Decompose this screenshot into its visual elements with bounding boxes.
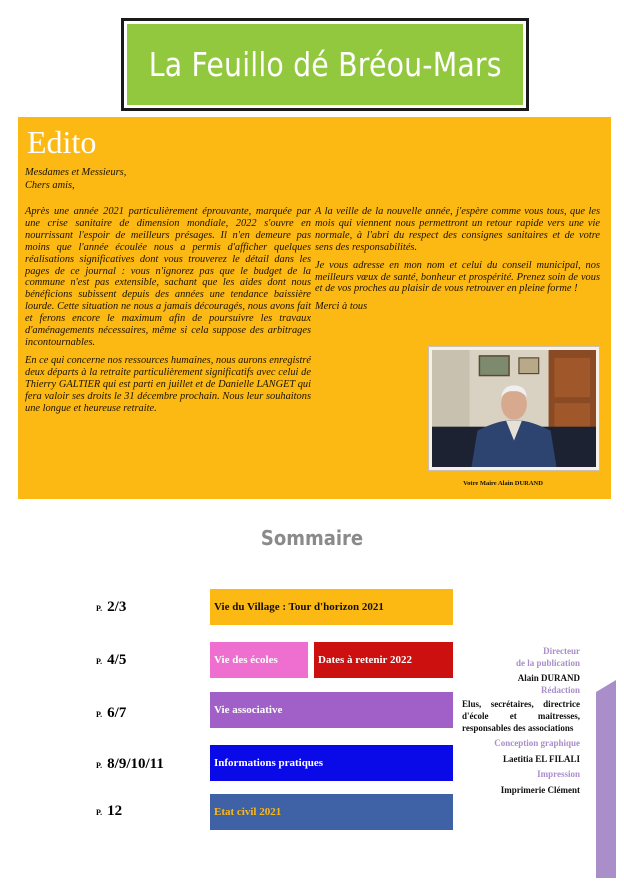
- edito-left-column: [25, 206, 311, 420]
- page-number: [96, 705, 126, 722]
- edito-greeting: [25, 167, 126, 192]
- page-range: 4/5: [107, 652, 127, 668]
- mayor-photo: [432, 350, 596, 467]
- section-informations-pratiques[interactable]: Informations pratiques: [210, 745, 453, 781]
- edito-paragraph: En ce qui concerne nos ressources humaines, nous aurons enregistré deux départs à la retraite particulièrement significatifs avec celui de Thierry GALTIER qui est parti en juillet et de Danielle LANGET qui fera valoir ses droits le 31 décembre prochain. Nous leur souhaitons une longue et heureuse retraite.: [25, 354, 311, 414]
- page-range: 2/3: [107, 599, 127, 615]
- director-name: Alain DURAND: [517, 673, 580, 684]
- edito-paragraph: Merci à tous: [315, 301, 368, 313]
- redaction-label: Rédaction: [541, 684, 580, 695]
- page-number: [96, 599, 126, 616]
- redaction-names: Elus, secrétaires, directrice d'école et maitresses, responsables des associations: [462, 699, 580, 733]
- page-range: 6/7: [107, 705, 127, 721]
- page-range: 8/9/10/11: [107, 756, 164, 772]
- page-range: 12: [107, 803, 123, 819]
- page-prefix: P.: [96, 657, 103, 666]
- page-prefix: P.: [96, 710, 103, 719]
- edito-paragraph: Je vous adresse en mon nom et celui du conseil municipal, nos meilleurs vœux de santé, bonheur et prospérité. Prenez soin de vous et de vos proches au plaisir de vous retrouver en pleine forme !: [315, 259, 600, 295]
- section-vie-des-ecoles[interactable]: Vie des écoles: [210, 642, 308, 678]
- print-label: Impression: [537, 769, 580, 780]
- greeting-line: Chers amis,: [25, 179, 75, 191]
- print-name: Imprimerie Clément: [500, 784, 580, 795]
- design-name: Laetitia EL FILALI: [502, 753, 580, 764]
- newsletter-title: La Feuillo dé Bréou-Mars: [148, 45, 502, 84]
- design-label: Conception graphique: [494, 738, 580, 749]
- edito-paragraph: Après une année 2021 particulièrement éprouvante, marquée par une crise sanitaire de dimension mondiale, 2022 s'ouvre en nourrissant l'espoir de meilleurs présages. Il n'en demeure pas moins que l'année écoulée nous a permis d'afficher quelques réalisations significatives dont vous trouverez le détail dans les pages de ce journal : vous n'ignorez pas que le budget de la commune n'est pas extensible, sachant que les aides dont nous bénéficions subissent depuis des années une tendance baissière lourde. Cette situation ne nous a jamais découragés, nous avons fait et ferons encore le maximum afin de poursuivre les travaux d'aménagements nécessaires, même si cela suppose des arbitrages incontournables.: [25, 206, 311, 348]
- section-dates-a-retenir[interactable]: Dates à retenir 2022: [314, 642, 453, 678]
- decorative-side-tab: [596, 680, 616, 878]
- sommaire-title: Sommaire: [260, 526, 364, 550]
- page-prefix: P.: [96, 604, 103, 613]
- edito-title: Edito: [27, 124, 97, 160]
- mayor-photo-frame: [428, 346, 600, 471]
- section-vie-associative[interactable]: Vie associative: [210, 692, 453, 728]
- director-label: de la publication: [515, 657, 580, 668]
- photo-caption: Votre Maire Alain DURAND: [463, 480, 543, 487]
- publication-credits: [462, 646, 580, 797]
- section-vie-du-village[interactable]: Vie du Village : Tour d'horizon 2021: [210, 589, 453, 625]
- masthead-banner: [127, 24, 523, 105]
- page-number: [96, 803, 122, 820]
- edito-right-column: [315, 206, 600, 319]
- edito-paragraph: A la veille de la nouvelle année, j'espère comme vous tous, que les mois qui viennent nous permettront un retour rapide vers une vie normale, à l'abri du respect des consignes sanitaires et de votre sens des responsabilités.: [315, 206, 600, 253]
- masthead-frame: [121, 18, 529, 111]
- page-prefix: P.: [96, 761, 103, 770]
- section-etat-civil[interactable]: Etat civil 2021: [210, 794, 453, 830]
- greeting-line: Mesdames et Messieurs,: [25, 167, 127, 178]
- page-number: [96, 652, 126, 669]
- page-number: [96, 756, 164, 773]
- edito-section: [18, 117, 611, 499]
- page-prefix: P.: [96, 808, 103, 817]
- director-label: Directeur: [543, 646, 580, 656]
